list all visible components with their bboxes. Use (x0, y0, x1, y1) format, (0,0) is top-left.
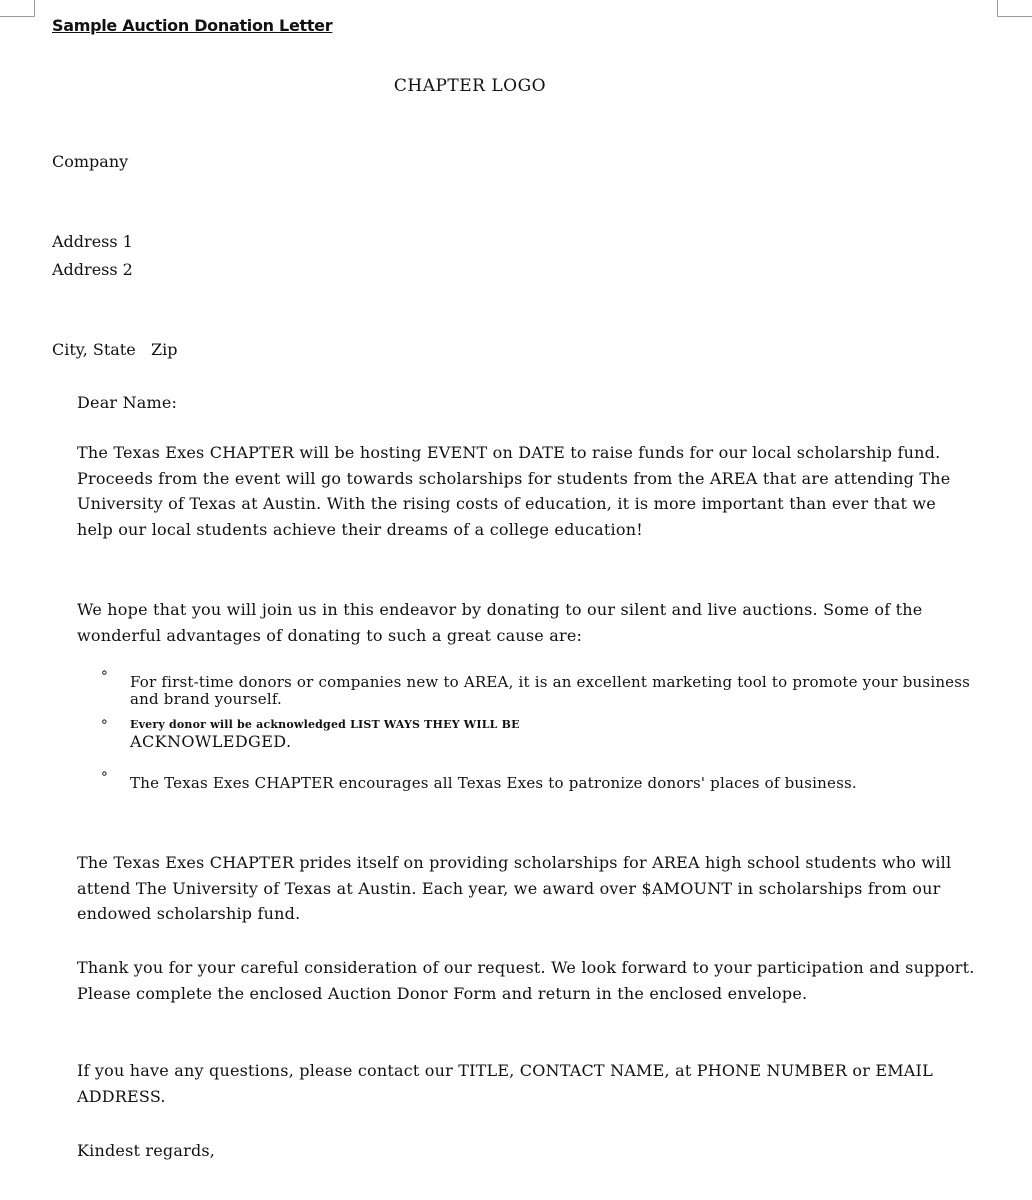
hollow-circle-bullet-icon: ∘ (100, 766, 109, 782)
city-state-zip: City, State Zip (52, 340, 178, 359)
list-item (100, 713, 980, 753)
paragraph-thank-you: Thank you for your careful consideration of our request. We look forward to your participation and support. Please complete the enclosed Auction Donor Form and return in the enclosed envelope. (77, 958, 975, 1003)
address-line-1: Address 1 (52, 232, 133, 251)
paragraph-donation-request: We hope that you will join us in this endeavor by donating to our silent and live auctions. Some of the wonderful advantages of donating to such a great cause are: (77, 600, 923, 645)
list-item (100, 664, 980, 708)
hollow-circle-bullet-icon: ∘ (100, 665, 109, 681)
recipient-company: Company (52, 152, 129, 171)
margin-corner-mark-left (0, 0, 35, 17)
advantages-list (100, 664, 980, 792)
list-item-text: For first-time donors or companies new to AREA, it is an excellent marketing tool to promote your business and brand yourself. (130, 673, 971, 708)
hollow-circle-bullet-icon: ∘ (100, 714, 109, 730)
salutation: Dear Name: (77, 393, 178, 412)
document-title: Sample Auction Donation Letter (52, 16, 333, 35)
list-item-text: The Texas Exes CHAPTER encourages all Texas Exes to patronize donors' places of business. (130, 774, 857, 792)
margin-corner-mark-right (997, 0, 1032, 17)
paragraph-event-intro: The Texas Exes CHAPTER will be hosting EVENT on DATE to raise funds for our local scholarship fund. Proceeds from the event will go towards scholarships for students from the AREA that are attending The University of Texas at Austin. With the rising costs of education, it is more important than ever that we help our local students achieve their dreams of a college education! (77, 443, 951, 539)
list-item-text-large: ACKNOWLEDGED. (130, 732, 292, 751)
list-item (100, 765, 980, 792)
recipient-city-state-zip (52, 336, 177, 364)
address-line-2: Address 2 (52, 260, 133, 279)
chapter-logo-placeholder: CHAPTER LOGO (393, 76, 547, 96)
paragraph-scholarship-info: The Texas Exes CHAPTER prides itself on providing scholarships for AREA high school students who will attend The University of Texas at Austin. Each year, we award over $AMOUNT in scholarships from our endowed scholarship fund. (77, 853, 952, 923)
paragraph-contact-info: If you have any questions, please contact our TITLE, CONTACT NAME, at PHONE NUMBER or EMAIL ADDRESS. (77, 1061, 933, 1106)
closing: Kindest regards, (77, 1141, 216, 1160)
list-item-text-small: Every donor will be acknowledged LIST WAYS THEY WILL BE (130, 718, 520, 731)
recipient-address (52, 228, 133, 284)
